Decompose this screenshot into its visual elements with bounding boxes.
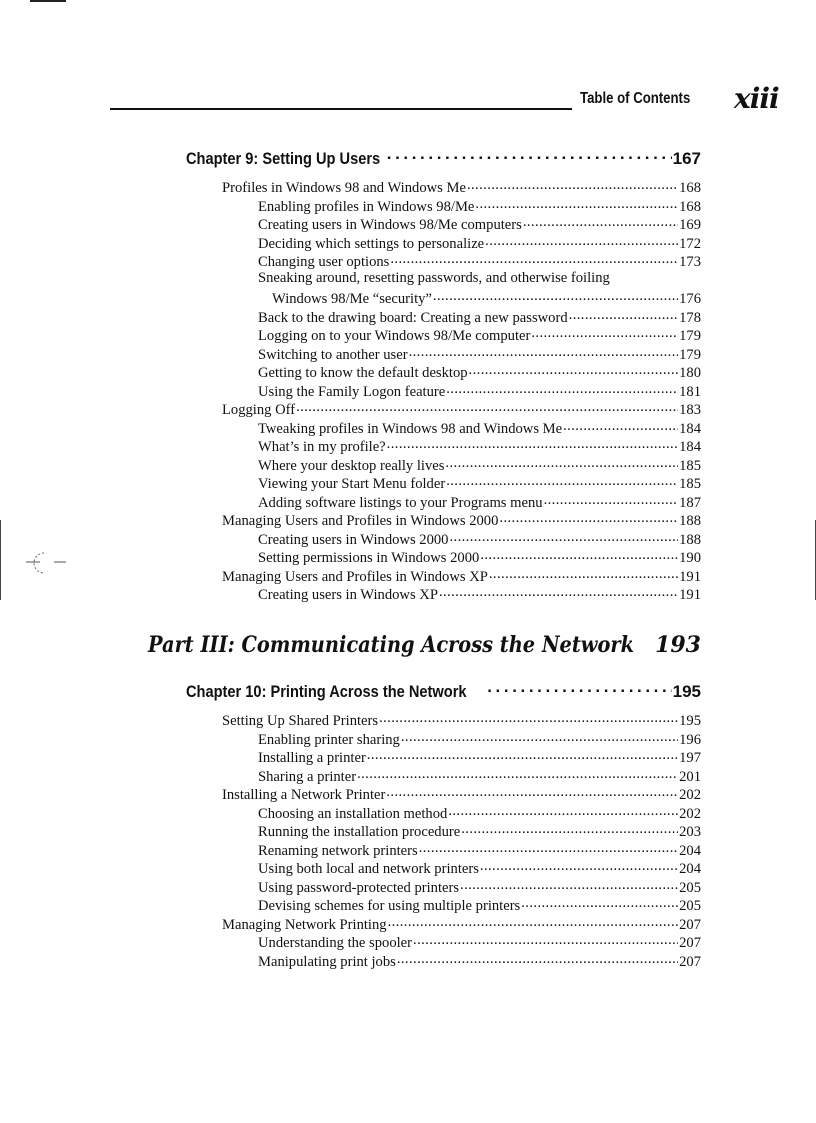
dot-leader	[467, 177, 678, 192]
toc-entry[interactable]	[258, 381, 701, 400]
entry-page: 178	[679, 309, 701, 326]
entry-label: Devising schemes for using multiple printers	[258, 897, 521, 914]
entry-label: Enabling printer sharing	[258, 731, 400, 748]
entry-page: 179	[679, 346, 701, 363]
registration-mark-icon	[24, 548, 68, 578]
dot-leader	[357, 766, 678, 781]
toc-entry[interactable]	[258, 529, 701, 548]
dot-leader	[409, 344, 679, 359]
toc-entry[interactable]	[258, 436, 701, 455]
entry-label: What’s in my profile?	[258, 438, 386, 455]
toc-entry[interactable]	[222, 177, 701, 196]
entry-label: Setting permissions in Windows 2000	[258, 549, 480, 566]
toc-entry[interactable]	[258, 803, 701, 822]
entry-label: Profiles in Windows 98 and Windows Me	[222, 179, 466, 196]
toc-entry[interactable]	[258, 547, 701, 566]
entry-label: Understanding the spooler	[258, 934, 413, 951]
entry-page: 173	[679, 253, 701, 270]
entry-page: 201	[679, 768, 701, 785]
entry-page: 181	[679, 383, 701, 400]
entry-label: Enabling profiles in Windows 98/Me	[258, 198, 475, 215]
entry-page: 207	[679, 916, 701, 933]
dot-leader	[489, 566, 678, 581]
entry-page: 197	[679, 749, 701, 766]
dot-leader	[401, 729, 678, 744]
part-title: Part III: Communicating Across the Network	[148, 632, 634, 658]
dot-leader	[485, 233, 678, 248]
entry-label: Renaming network printers	[258, 842, 418, 859]
dot-leader	[531, 325, 678, 340]
dot-leader	[296, 399, 678, 414]
entry-label: Adding software listings to your Programs menu	[258, 494, 543, 511]
toc-entry[interactable]	[222, 510, 701, 529]
toc-entry[interactable]	[258, 251, 701, 270]
running-header	[110, 84, 790, 114]
entry-page: 185	[679, 457, 701, 474]
toc-entry[interactable]	[258, 877, 701, 896]
entry-label: Managing Users and Profiles in Windows 2000	[222, 512, 499, 529]
entry-page: 184	[679, 420, 701, 437]
toc-entry[interactable]	[258, 325, 701, 344]
entry-label: Choosing an installation method	[258, 805, 448, 822]
toc-entry[interactable]	[258, 766, 701, 785]
entry-label: Using password-protected printers	[258, 879, 460, 896]
dot-leader	[379, 710, 678, 725]
entry-page: 202	[679, 805, 701, 822]
chapter-10-heading[interactable]	[186, 680, 701, 702]
entry-label: Creating users in Windows 2000	[258, 531, 449, 548]
toc-entry[interactable]	[258, 307, 701, 326]
entry-label: Back to the drawing board: Creating a new password	[258, 309, 568, 326]
entry-page: 169	[679, 216, 701, 233]
chapter-title: Chapter 10: Printing Across the Network	[186, 682, 467, 701]
dot-leader	[446, 381, 678, 396]
entry-page: 205	[679, 879, 701, 896]
entry-page: 183	[679, 401, 701, 418]
entry-label: Installing a printer	[258, 749, 366, 766]
dot-leader	[563, 418, 678, 433]
entry-label: Manipulating print jobs	[258, 953, 396, 970]
header-page-number: xiii	[734, 82, 779, 115]
dot-leader	[449, 529, 678, 544]
toc-entry[interactable]	[258, 747, 701, 766]
header-rule	[110, 108, 572, 110]
toc-entry[interactable]	[258, 473, 701, 492]
dot-leader	[397, 951, 678, 966]
entry-label: Using the Family Logon feature	[258, 383, 446, 400]
entry-page: 196	[679, 731, 701, 748]
dot-leader	[521, 895, 678, 910]
entry-page: 205	[679, 897, 701, 914]
toc-entry[interactable]	[258, 821, 701, 840]
chapter-page: 195	[672, 682, 701, 701]
toc-entry[interactable]	[222, 566, 701, 585]
entry-page: 203	[679, 823, 701, 840]
chapter-title: Chapter 9: Setting Up Users	[186, 149, 381, 168]
entry-label: Creating users in Windows XP	[258, 586, 438, 603]
entry-page: 184	[679, 438, 701, 455]
entry-label: Tweaking profiles in Windows 98 and Windows Me	[258, 420, 563, 437]
toc-entry[interactable]	[258, 492, 701, 511]
toc-entry[interactable]	[258, 951, 701, 970]
entry-page: 179	[679, 327, 701, 344]
entry-label: Setting Up Shared Printers	[222, 712, 379, 729]
dot-leader	[480, 858, 678, 873]
chapter-page: 167	[672, 149, 701, 168]
entry-label: Managing Users and Profiles in Windows XP	[222, 568, 488, 585]
dot-leader	[390, 251, 678, 266]
toc-entry[interactable]	[258, 895, 701, 914]
toc-entry[interactable]	[258, 729, 701, 748]
toc-entry[interactable]	[222, 784, 701, 803]
crop-mark-top	[30, 0, 66, 2]
dot-leader	[523, 214, 678, 229]
entry-label: Using both local and network printers	[258, 860, 479, 877]
toc-entry[interactable]	[222, 710, 701, 729]
entry-label: Where your desktop really lives	[258, 457, 445, 474]
dot-leader	[448, 803, 678, 818]
entry-page: 188	[679, 512, 701, 529]
dot-leader	[499, 510, 678, 525]
entry-label: Windows 98/Me “security”	[272, 290, 432, 307]
dot-leader	[413, 932, 678, 947]
entry-label: Switching to another user	[258, 346, 408, 363]
dot-leader	[367, 747, 678, 762]
entry-page: 191	[679, 586, 701, 603]
dot-leader	[387, 147, 672, 164]
toc-entry[interactable]	[258, 418, 701, 437]
entry-page: 204	[679, 860, 701, 877]
dot-leader	[460, 877, 678, 892]
entry-label: Getting to know the default desktop	[258, 364, 468, 381]
dot-leader	[445, 455, 678, 470]
entry-page: 207	[679, 953, 701, 970]
entry-label: Viewing your Start Menu folder	[258, 475, 446, 492]
entry-page: 172	[679, 235, 701, 252]
entry-label: Sneaking around, resetting passwords, and otherwise foiling	[258, 270, 610, 286]
dot-leader	[475, 196, 678, 211]
toc-entry[interactable]	[258, 344, 701, 363]
entry-label: Changing user options	[258, 253, 390, 270]
entry-page: 168	[679, 198, 701, 215]
dot-leader	[544, 492, 679, 507]
header-title: Table of Contents	[580, 90, 691, 107]
dot-leader	[569, 307, 678, 322]
dot-leader	[446, 473, 678, 488]
entry-page: 180	[679, 364, 701, 381]
entry-label: Installing a Network Printer	[222, 786, 386, 803]
toc-entry[interactable]	[222, 399, 701, 418]
entry-page: 191	[679, 568, 701, 585]
entry-page: 190	[679, 549, 701, 566]
entry-label: Sharing a printer	[258, 768, 357, 785]
crop-mark-left	[0, 520, 1, 600]
toc-entry[interactable]	[258, 196, 701, 215]
entry-page: 168	[679, 179, 701, 196]
entry-label: Running the installation procedure	[258, 823, 461, 840]
part-3-heading[interactable]	[148, 630, 701, 658]
entry-label: Logging Off	[222, 401, 296, 418]
toc-entry[interactable]	[258, 584, 701, 603]
entry-page: 195	[679, 712, 701, 729]
entry-label: Managing Network Printing	[222, 916, 387, 933]
dot-leader	[433, 288, 678, 303]
dot-leader	[469, 362, 679, 377]
entry-page: 187	[679, 494, 701, 511]
dot-leader	[388, 914, 679, 929]
toc-entry[interactable]	[258, 455, 701, 474]
entry-page: 176	[679, 290, 701, 307]
dot-leader	[387, 436, 678, 451]
toc-entry[interactable]	[258, 858, 701, 877]
entry-page: 202	[679, 786, 701, 803]
dot-leader	[419, 840, 678, 855]
entry-label: Creating users in Windows 98/Me computers	[258, 216, 522, 233]
part-page: 193	[655, 632, 701, 658]
toc-entry[interactable]	[258, 840, 701, 859]
dot-leader	[653, 630, 654, 652]
dot-leader	[480, 547, 678, 562]
dot-leader	[439, 584, 678, 599]
toc-entry-continuation[interactable]	[272, 288, 701, 307]
toc-entry[interactable]	[258, 233, 701, 252]
toc-entry-first-line[interactable]	[258, 270, 701, 287]
toc-entry[interactable]	[258, 932, 701, 951]
chapter-9-heading[interactable]	[186, 147, 701, 169]
dot-leader	[461, 821, 678, 836]
entry-page: 188	[679, 531, 701, 548]
toc-entry[interactable]	[258, 362, 701, 381]
toc-entry[interactable]	[258, 214, 701, 233]
entry-label: Deciding which settings to personalize	[258, 235, 485, 252]
toc-entry[interactable]	[222, 914, 701, 933]
entry-label: Logging on to your Windows 98/Me computer	[258, 327, 531, 344]
entry-page: 207	[679, 934, 701, 951]
dot-leader	[386, 784, 678, 799]
entry-page: 204	[679, 842, 701, 859]
dot-leader	[487, 680, 671, 697]
entry-page: 185	[679, 475, 701, 492]
